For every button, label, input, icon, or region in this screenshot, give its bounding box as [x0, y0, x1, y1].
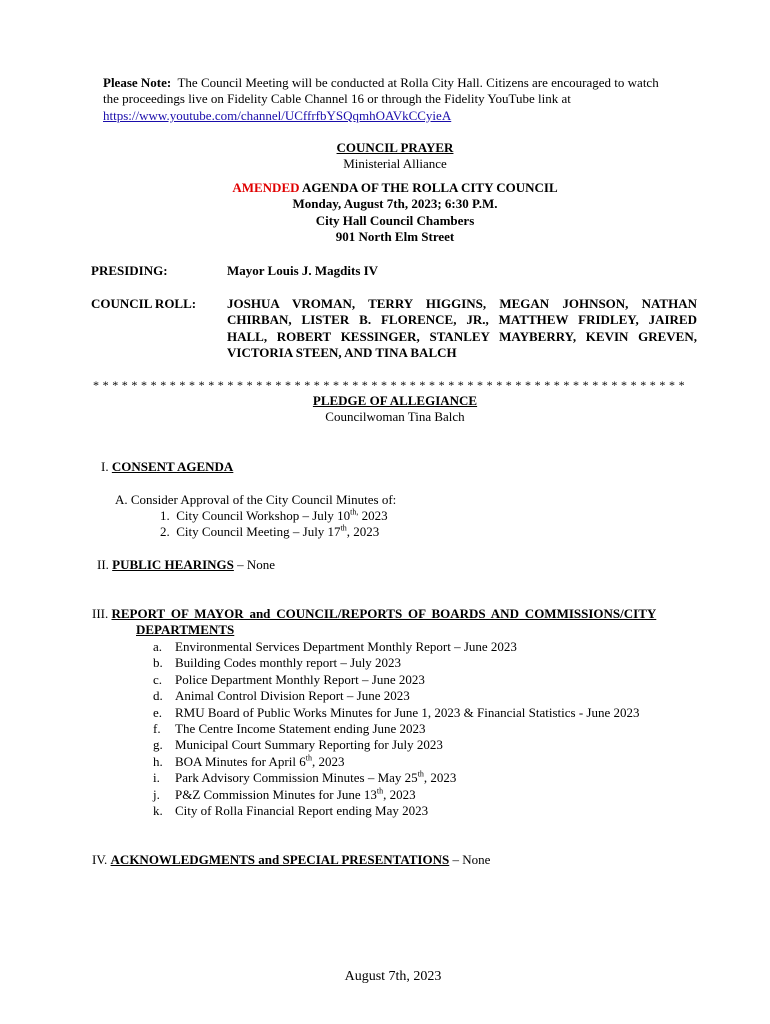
council-prayer — [0, 140, 770, 173]
presiding-value: Mayor Louis J. Magdits IV — [227, 263, 379, 278]
list-item: j. P&Z Commission Minutes for June 13th, 2023 — [153, 786, 416, 802]
section-suffix: – None — [233, 557, 276, 572]
section-consent-agenda — [101, 459, 233, 475]
meeting-place: City Hall Council Chambers — [315, 212, 475, 228]
minutes-approval-heading: A. Consider Approval of the City Council Minutes of: — [115, 492, 397, 507]
section-title: PUBLIC HEARINGS — [112, 557, 234, 572]
council-roll-line: CHIRBAN, LISTER B. FLORENCE, JR., MATTHEW FRIDLEY, JAIRED — [227, 312, 697, 328]
list-item: f. The Centre Income Statement ending June 2023 — [153, 721, 426, 737]
council-roll-members — [227, 296, 697, 362]
list-item: k. City of Rolla Financial Report ending May 2023 — [153, 803, 429, 819]
list-item: b. Building Codes monthly report – July 2023 — [153, 655, 402, 671]
list-item: c. Police Department Monthly Report – June 2023 — [153, 671, 425, 687]
note-text-line2: the proceedings live on Fidelity Cable Channel 16 or through the Fidelity YouTube link at — [103, 91, 571, 107]
agenda-header — [0, 180, 770, 246]
pledge-by: Councilwoman Tina Balch — [325, 409, 465, 425]
section-number: IV. — [92, 852, 108, 867]
council-prayer-title: COUNCIL PRAYER — [336, 140, 454, 155]
pledge-title: PLEDGE OF ALLEGIANCE — [312, 393, 478, 408]
list-item: e. RMU Board of Public Works Minutes for June 1, 2023 & Financial Statistics - June 2023 — [153, 704, 640, 720]
council-roll-line: HALL, ROBERT KESSINGER, STANLEY MAYBERRY, KEVIN GREVEN, — [227, 328, 697, 344]
note-paragraph — [103, 75, 703, 124]
council-roll-label: COUNCIL ROLL: — [91, 296, 197, 311]
note-label: Please Note: — [103, 75, 172, 90]
list-item: i. Park Advisory Commission Minutes – May 25th, 2023 — [153, 769, 457, 786]
section-number: II. — [97, 557, 109, 572]
pledge — [0, 393, 770, 426]
list-item: d. Animal Control Division Report – June 2023 — [153, 688, 410, 704]
meeting-address: 901 North Elm Street — [335, 229, 455, 245]
list-item: a. Environmental Services Department Monthly Report – June 2023 — [153, 639, 517, 654]
amended-label: AMENDED — [232, 180, 300, 195]
agenda-title: AGENDA OF THE ROLLA CITY COUNCIL — [299, 180, 558, 195]
list-item: 2. City Council Meeting – July 17th, 2023 — [160, 523, 380, 539]
council-prayer-by: Ministerial Alliance — [343, 156, 447, 172]
council-roll-line: VICTORIA STEEN, AND TINA BALCH — [227, 345, 457, 361]
list-item: g. Municipal Court Summary Reporting for July 2023 — [153, 737, 443, 753]
presiding-label: PRESIDING: — [91, 263, 168, 278]
reports-list — [153, 639, 640, 819]
list-item: h. BOA Minutes for April 6th, 2023 — [153, 753, 345, 769]
footer-date: August 7th, 2023 — [344, 969, 442, 984]
section-title: REPORT OF MAYOR and COUNCIL/REPORTS OF BOARDS AND COMMISSIONS/CITY — [111, 606, 657, 621]
section-suffix: – None — [449, 852, 491, 867]
note-text-line1: The Council Meeting will be conducted at Rolla City Hall. Citizens are encouraged to watch — [177, 75, 659, 90]
section-title: ACKNOWLEDGMENTS and SPECIAL PRESENTATIONS — [110, 852, 450, 867]
list-item: 1. City Council Workshop – July $10^{th,}$ 2023 — [160, 507, 388, 523]
youtube-link[interactable]: https://www.youtube.com/channel/UCffrfbYSQqmhOAVkCCyieA — [103, 107, 452, 123]
section-number: III. — [92, 606, 109, 621]
section-title: CONSENT AGENDA — [111, 459, 234, 474]
section-title-cont: DEPARTMENTS — [136, 622, 235, 638]
section-number: I. — [101, 459, 109, 474]
asterisk-separator: * * * * * * * * * * * * * * * * * * * * * * * * * * * * * * * * * * * * * * * * * * * * * * * * * * * * * * * * * * * * * * — [93, 378, 685, 392]
council-roll-line: JOSHUA VROMAN, TERRY HIGGINS, MEGAN JOHNSON, NATHAN — [227, 296, 697, 311]
section-acknowledgments — [92, 852, 490, 868]
meeting-date: Monday, August 7th, 2023; 6:30 P.M. — [292, 196, 498, 212]
section-public-hearings — [97, 557, 275, 573]
section-reports — [92, 606, 698, 639]
